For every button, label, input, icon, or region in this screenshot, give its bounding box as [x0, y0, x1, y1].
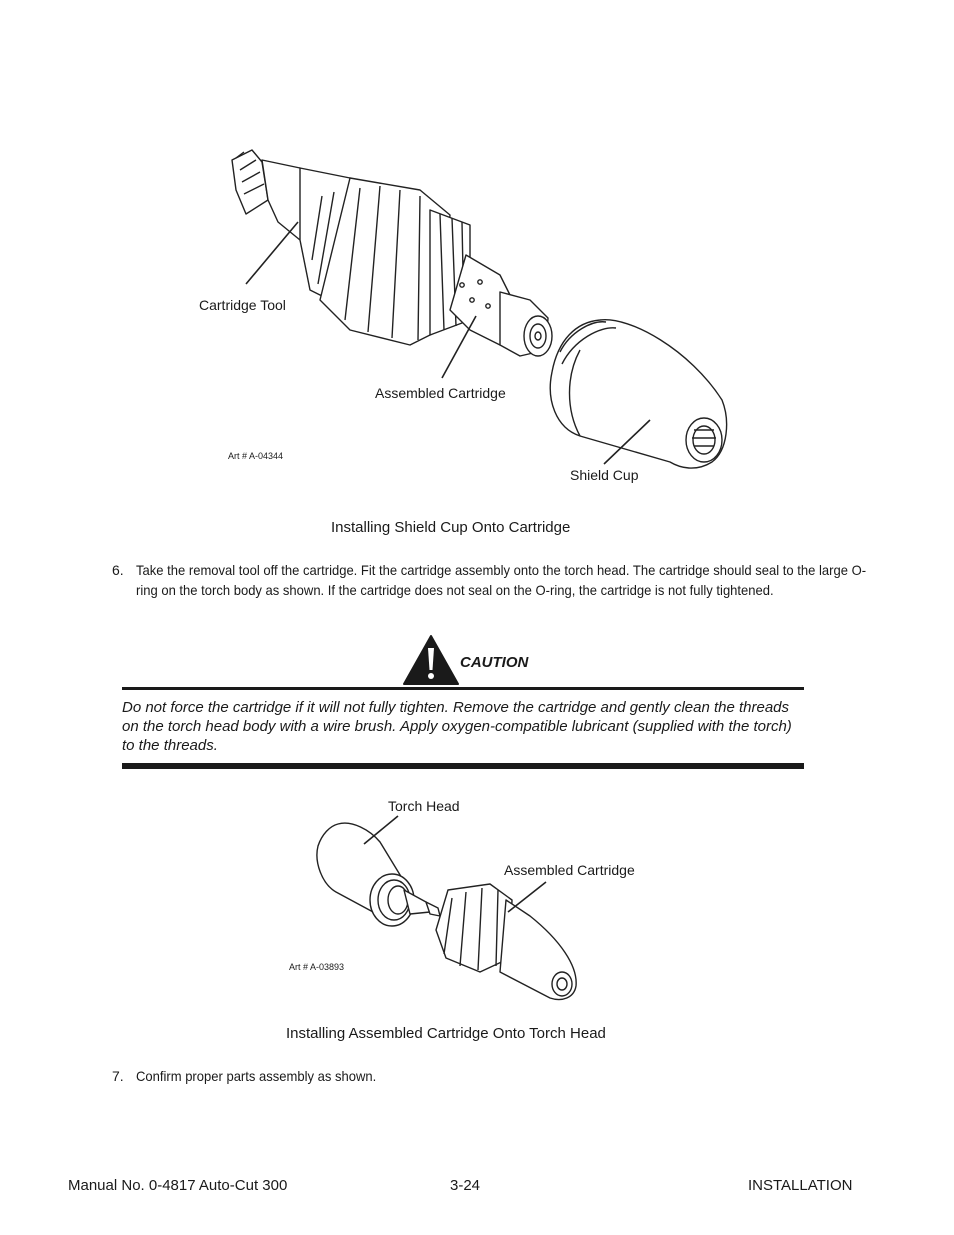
- label-torch-head: Torch Head: [388, 798, 460, 814]
- warning-triangle-icon: [402, 634, 460, 686]
- leader-line-torch-head: [364, 816, 398, 844]
- assembled-cartridge-drawing: [450, 255, 552, 356]
- step-text-7: Confirm proper parts assembly as shown.: [136, 1068, 377, 1084]
- art-number: Art # A-04344: [228, 451, 284, 461]
- step-7: [112, 1066, 842, 1086]
- caution-bottom-rule: [122, 763, 804, 769]
- figure-1-illustration: [0, 0, 954, 500]
- shield-cup-drawing: [550, 320, 726, 468]
- caution-top-rule: [122, 687, 804, 690]
- step-text: Take the removal tool off the cartridge. Fit the cartridge assembly onto the torch head. The cartridge should seal to the large O-ring on the torch body as shown. If the cartridge does not seal on the O-ring, the cartridge is not fully tightened.: [136, 562, 867, 598]
- figure-2-illustration: [0, 790, 954, 1020]
- footer-manual-number: Manual No. 0-4817 Auto-Cut 300: [68, 1177, 288, 1194]
- cartridge-tool-drawing: [232, 150, 470, 345]
- step-6: [112, 560, 867, 600]
- label-assembled-cartridge: Assembled Cartridge: [375, 385, 506, 401]
- step-number: 6.: [112, 562, 124, 578]
- torch-head-drawing: [317, 823, 440, 926]
- label-cartridge-tool: Cartridge Tool: [199, 297, 286, 313]
- figure-caption-2: Installing Assembled Cartridge Onto Torch Head: [286, 1025, 606, 1042]
- art-number-2: Art # A-03893: [289, 962, 345, 972]
- footer-page-number: 3-24: [450, 1177, 481, 1194]
- label-assembled-cartridge-2: Assembled Cartridge: [504, 862, 635, 878]
- label-shield-cup: Shield Cup: [570, 467, 639, 483]
- caution-heading: CAUTION: [460, 654, 529, 671]
- leader-line-assembled-cartridge-2: [508, 882, 546, 912]
- assembled-cartridge-2-drawing: [436, 884, 576, 1000]
- figure-caption: Installing Shield Cup Onto Cartridge: [331, 519, 571, 536]
- step-number-7: 7.: [112, 1068, 124, 1084]
- leader-line-cartridge-tool: [246, 222, 298, 284]
- caution-body: Do not force the cartridge if it will not fully tighten. Remove the cartridge and gently clean the threads on the torch head body with a wire brush. Apply oxygen-compatible lubricant (supplied with the torch) to the threads.: [122, 699, 792, 754]
- footer-section: INSTALLATION: [748, 1177, 853, 1194]
